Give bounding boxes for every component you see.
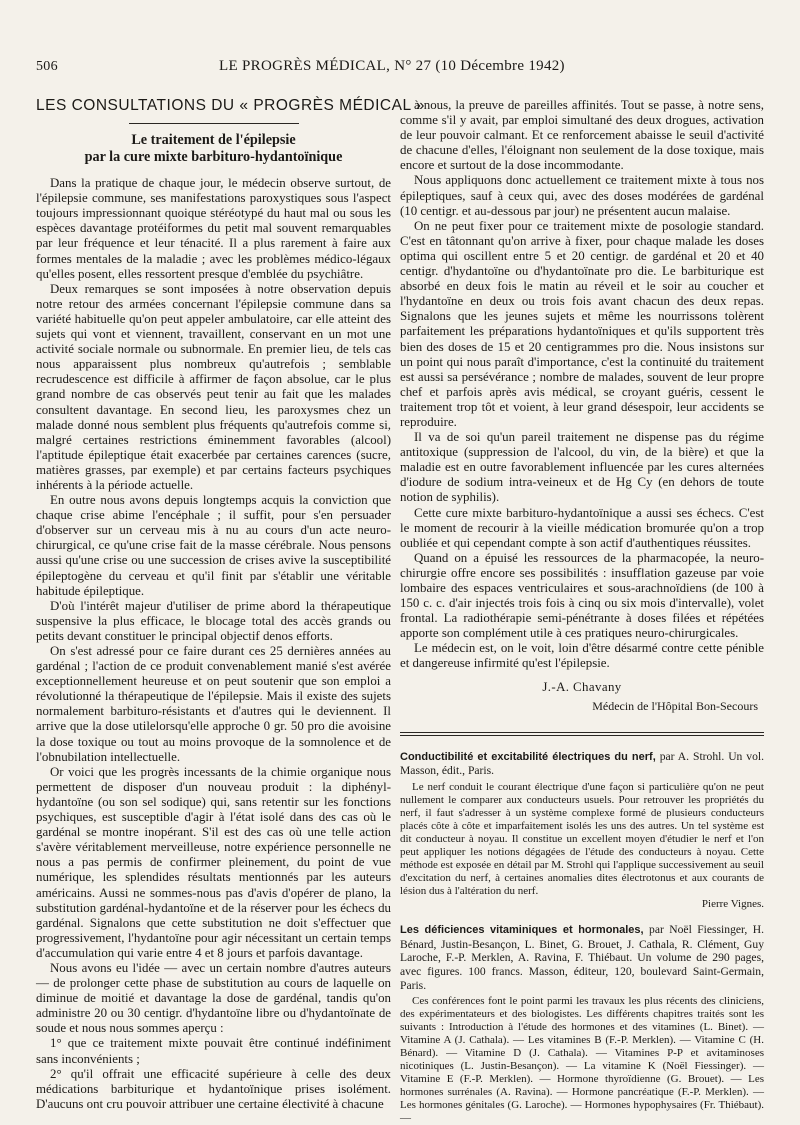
paragraph: 1° que ce traitement mixte pouvait être continué indéfiniment sans inconvénients ;: [36, 1036, 391, 1066]
review-item: [400, 923, 764, 1125]
page-number: 506: [36, 59, 58, 74]
review-publisher: Un vol. Masson, édit., Paris.: [400, 749, 764, 778]
review-authors: par Noël Fiessinger, H. Bénard, Justin-Besançon, L. Binet, G. Brouet, J. Cathala, R. Clément, Guy Laroche, F.-P. Merklen, A. Ravina, F. Thiébaut.: [400, 923, 764, 965]
author-affiliation: Médecin de l'Hôpital Bon-Secours: [592, 698, 758, 713]
paragraph: Deux remarques se sont imposées à notre observation depuis notre retour des armées concernant l'épilepsie commune dans sa variété habituelle qu'on peut appeler ambulatoire, car elle atteint des sujets qui vont et viennent, travaillent, conservant en un mot une activité sociale normale ou subnormale. En premier lieu, de tels cas nous apparaissent plus nombreux qu'autrefois ; semblable recrudescence est difficile à affirmer de façon absolue, car le plus grand nombre de cas observés peut tenir au fait que les malades consultent davantage. En second lieu, les paroxysmes chez un malade donné nous semblent plus fréquents qu'autrefois comme si, malgré certaines restrictions éminemment favorables (alcool) l'aptitude épileptique était exacerbée par certaines carences (sucre, matières grasses, par exemple) et par certains facteurs psychiques inhérents à la période actuelle.: [36, 281, 391, 492]
paragraph: On ne peut fixer pour ce traitement mixte de posologie standard. C'est en tâtonnant qu'on arrive à fixer, pour chaque malade les doses optima qui oscillent entre 5 et 20 centigr. de gardénal et 20 et 40 centigr. d'hydantoïne ou d'hydantoïnate pro die. Le barbiturique est absorbé en deux fois le matin au réveil et le soir au coucher et l'hydantoïne en deux ou trois fois avant chacun des deux repas. Signalons que les jeunes sujets et même les nourrissons tolèrent parfaitement les préparations hydantoïniques et qu'ils supportent très bien des doses de 15 et 20 centigrammes pro die. Nous insistons sur un point qui nous paraît d'importance, c'est la continuité du traitement est aussi sa persévérance ; nombre de malades, souvent de leur propre chef et parfois après avis médical, se croyant guéris, cessent le traitement trop tôt et voient, à leur grand désespoir, leur accidents se reproduire.: [400, 218, 764, 429]
paragraph: 2° qu'il offrait une efficacité supérieure à celle des deux médications barbiturique et hydantoïnique prises isolément. D'aucuns ont cru pouvoir attribuer une certaine électivité à chacune: [36, 1066, 391, 1111]
review-heading: [400, 750, 764, 778]
author-signature: J.-A. Chavany: [542, 679, 622, 694]
article-title: [36, 132, 391, 166]
paragraph: On s'est adressé pour ce faire durant ces 25 dernières années au gardénal ; l'action de ce produit convenablement manié s'est avérée exceptionnellement heureuse et on peut soutenir que son emploi a révolutionné la thérapeutique de l'épilepsie. Mais il existe des sujets normalement barbituro-résistants et d'autres qui le deviennent. Il arrive que la dose utilelorsqu'elle approche 0 gr. 50 pro die avoisine la dose toxique ou tout au moins provoque de la somnolence et de l'obnubilation intellectuelle.: [36, 644, 391, 764]
review-publisher: Un volume de 290 pages, avec figures. 100 francs. Masson, éditeur, 120, boulevard Saint-Germain, Paris.: [400, 951, 764, 992]
review-body: Ces conférences font le point parmi les travaux les plus récents des cliniciens, des expérimentateurs et des biologistes. Les différents chapitres traités sont les suivants : Introduction à l'étude des hormones et des vitamines (L. Binet). — Vitamine A (J. Cathala). — Les vitamines B (F.-P. Merklen). — Vitamine C (H. Bénard). — Vitamine D (J. Cathala). — Vitamines P-P et avitaminoses nicotiniques (L. Justin-Besançon). — La vitamine K (Noël Fiessinger). — Vitamine E (F.-P. Merklen). — Hormone thyroïdienne (G. Brouet). — Les hormones surrénales (A. Ravina). — Hormone pancréatique (F.-P. Merklen). — Les hormones génitales (G. Laroche). — Hormones hypophysaires (Fr. Thiébaut). —: [400, 995, 764, 1125]
paragraph: Le médecin est, on le voit, loin d'être désarmé contre cette pénible et dangereuse infirmité qu'est l'épilepsie.: [400, 641, 764, 671]
paragraph: D'où l'intérêt majeur d'utiliser de prime abord la thérapeutique suspensive la plus efficace, le blocage total des accès grands ou petits devant constituer le principal objectif denos efforts.: [36, 598, 391, 643]
paragraph: Quand on a épuisé les ressources de la pharmacopée, la neuro-chirurgie offre encore ses possibilités : insufflation gazeuse par voie lombaire des espaces ventriculaires et sous-arachnoïdiens (de 100 à 150 c. c. d'air injectés trois fois à cinq ou six mois d'intervalle), volet frontal. La radiothérapie semi-pénétrante à doses filées et répétées apporte son complément utile à ces pratiques neuro-chirurgicales.: [400, 550, 764, 641]
review-signature: Pierre Vignes.: [701, 897, 764, 910]
paragraph: Nous appliquons donc actuellement ce traitement mixte à tous nos épileptiques, sauf à ceux qui, avec des doses modérées de gardénal (10 centigr. et au-dessous par jour) ne présentent aucun malaise.: [400, 173, 764, 218]
review-item: [400, 750, 764, 911]
review-heading: [400, 923, 764, 992]
section-rule: [129, 123, 299, 124]
article-body-right: [400, 98, 764, 672]
article-title-line: Le traitement de l'épilepsie: [131, 132, 296, 149]
paragraph: à nous, la preuve de pareilles affinités. Tout se passe, à notre sens, comme s'il y avait, par emploi simultané des deux drogues, activation de leur pouvoir calmant. Et ce renforcement abaisse le seuil d'activité de chacune d'elles, l'éloignant non seulement de la dose toxique, mais encore et surtout de la dose incommodante.: [400, 98, 764, 173]
left-column: [36, 97, 425, 1111]
review-authors: par A. Strohl.: [659, 749, 725, 763]
article-title-line: par la cure mixte barbituro-hydantoïnique: [84, 149, 343, 166]
paragraph: Or voici que les progrès incessants de la chimie organique nous permettent de disposer d'un nouveau produit : la diphényl-hydantoïne (ou son sel sodique) qui, sans retentir sur les fonctions psychiques, est susceptible d'agir à l'état isolé dans des cas où le gardénal se montre inopérant. S'il est des cas où une telle action s'avère véritablement merveilleuse, notre expérience personnelle ne nous a pas permis de confirmer pleinement, du point de vue numérique, les splendides résultats mentionnés par les auteurs américains. Aussi ne sommes-nous pas d'avis d'opérer de plano, la substitution gardénal-hydantoïne et de la réserver pour les échecs du gardénal. Signalons que cette substitution ne doit s'effectuer que progressivement, l'hydantoïne pour agir nécessitant un certain temps d'accumulation qui varie entre 4 et 8 jours et parfois davantage.: [36, 764, 391, 960]
review-body: Le nerf conduit le courant électrique d'une façon si particulière qu'on ne peut nullement le comparer aux conducteurs usuels. Pour retrouver les propriétés du nerf, il faut s'adresser à un système complexe formé de plusieurs conducteurs placés côte à côte et imparfaitement isolés les uns des autres. Un tel système est dit conducteur à noyau. Il constitue un excellent moyen d'étudier le nerf et l'on peut appliquer les notions dégagées de l'étude des conducteurs à noyau. Cette méthode est exposée en détail par M. Strohl qui l'applique successivement au seuil d'excitation du nerf, à certaines anomalies dites électrotonus et aux courants de lésion dus à l'altération du nerf.: [400, 780, 764, 897]
paragraph: En outre nous avons depuis longtemps acquis la conviction que chaque crise abime l'encéphale ; il suffit, pour s'en persuader d'observer sur un cerveau mis à nu au cours d'un acte neuro-chirurgical, ce qu'une crise fait de la masse cérébrale. Nous pensons aussi qu'une crise ou une succession de crises avive la susceptibilité épileptogène du cerveau et qu'il finit par s'établir une véritable habitude épileptique.: [36, 493, 391, 598]
running-header: [36, 58, 766, 75]
section-title: LES CONSULTATIONS DU « PROGRÈS MÉDICAL »: [36, 97, 425, 114]
article-body-left: [36, 176, 391, 1112]
paragraph: Dans la pratique de chaque jour, le médecin observe surtout, de l'épilepsie commune, ses manifestations paroxystiques sous l'aspect toujours impressionnant quoique stéréotypé du haut mal ou sous les espèces davantage protéiformes du petit mal souvent remarquables par leur fréquence et leur ténacité. Il a plus rarement à faire aux formes mentales de la maladie ; avec les problèmes médico-légaux qu'elles posent, elles ressortent presque d'emblée du psychiâtre.: [36, 176, 391, 281]
review-title: Les déficiences vitaminiques et hormonales,: [400, 924, 644, 937]
paragraph: Cette cure mixte barbituro-hydantoïnique a aussi ses échecs. C'est le moment de recourir à la vieille médication bromurée qu'on a trop oubliée et qui cependant compte à son actif d'authentiques réussites.: [400, 505, 764, 550]
reviews-separator: [400, 732, 764, 736]
right-column: [400, 98, 764, 1125]
journal-title: LE PROGRÈS MÉDICAL, N° 27 (10 Décembre 1942): [219, 58, 565, 74]
review-title: Conductibilité et excitabilité électriques du nerf,: [400, 750, 656, 763]
book-reviews: [400, 750, 764, 1125]
paragraph: Nous avons eu l'idée — avec un certain nombre d'autres auteurs — de prolonger cette phase de substitution au cours de laquelle on diminue de moitié et davantage la dose de gardénal, tandis qu'on administre 20 ou 30 centigr. d'hydantoïne libre ou d'hydantoïnate de soude et nous nous sommes aperçu :: [36, 960, 391, 1036]
paragraph: Il va de soi qu'un pareil traitement ne dispense pas du régime antitoxique (suppression de l'alcool, du vin, de la bière) et que la maladie est en outre favorablement influencée par les cures alternées d'iodure de sodium intra-veineux et de Hg Cy (en dehors de toute notion de syphilis).: [400, 430, 764, 505]
